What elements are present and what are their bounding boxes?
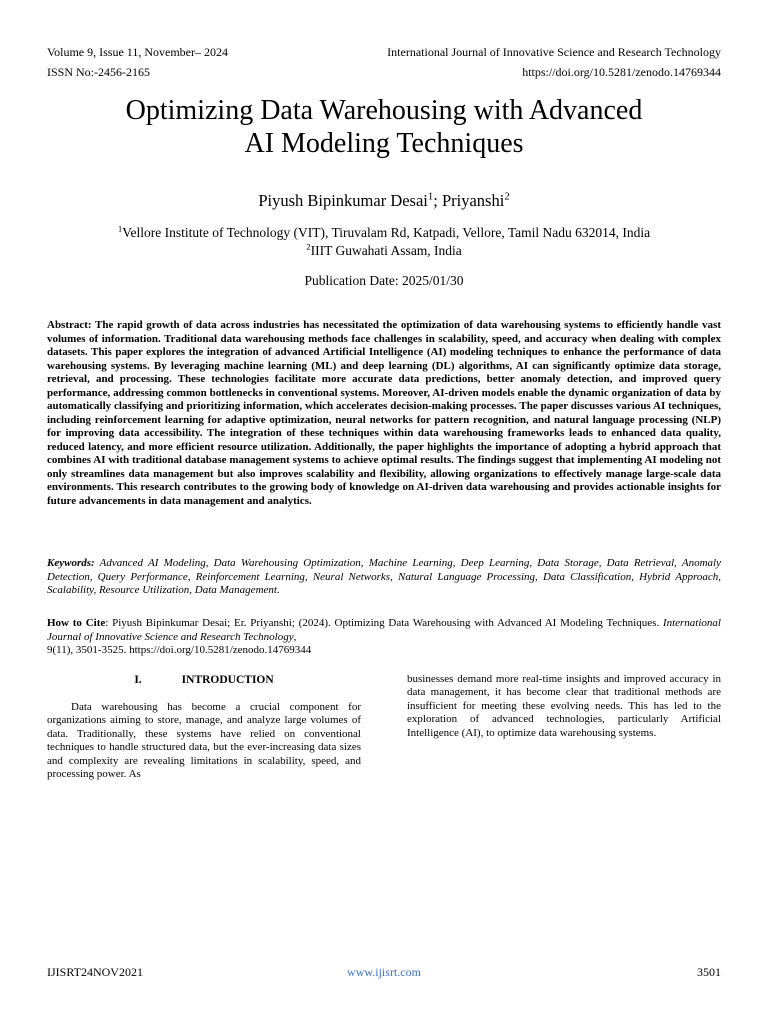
keywords-label: Keywords: <box>47 557 95 569</box>
how-to-cite-label: How to Cite <box>47 617 106 629</box>
running-header-bottom <box>47 65 721 79</box>
author-affiliation-mark: 2 <box>504 190 510 203</box>
footer-website-link[interactable]: www.ijisrt.com <box>347 965 421 979</box>
volume-info: Volume 9, Issue 11, November– 2024 <box>47 45 228 59</box>
title-line-2: AI Modeling Techniques <box>244 128 524 159</box>
keywords <box>47 557 721 598</box>
paper-title <box>40 94 728 160</box>
affiliation-2 <box>40 243 728 259</box>
citation-comma: , <box>293 630 297 643</box>
affiliation-text: Vellore Institute of Technology (VIT), Tiruvalam Rd, Katpadi, Vellore, Tamil Nadu 632014, India <box>122 225 651 240</box>
section-heading <box>47 673 361 687</box>
page-number: 3501 <box>697 965 721 979</box>
title-line-1: Optimizing Data Warehousing with Advanced <box>125 95 643 126</box>
section-title: INTRODUCTION <box>181 674 274 686</box>
affiliation-text: IIIT Guwahati Assam, India <box>310 243 462 258</box>
footer-code: IJISRT24NOV2021 <box>47 965 143 979</box>
citation-journal: International Journal of Innovative Science and Research Technology <box>47 617 721 643</box>
section-number: I. <box>134 674 142 686</box>
citation-tail[interactable]: 9(11), 3501-3525. https://doi.org/10.5281/zenodo.14769344 <box>47 644 312 656</box>
running-header-top <box>47 45 721 59</box>
citation-text: : Piyush Bipinkumar Desai; Er. Priyanshi; (2024). Optimizing Data Warehousing with Advanced AI Modeling Techniques. <box>105 617 663 629</box>
author-separator: ; <box>433 191 442 210</box>
author-name: Priyanshi <box>441 191 505 210</box>
author-list <box>40 191 728 211</box>
body-column-right: businesses demand more real-time insights and improved accuracy in data management, it has become clear that traditional methods are insufficient for meeting these evolving needs. This has led to the exploration of advanced technologies, particularly Artificial Intelligence (AI), to optimize data warehousing systems. <box>407 673 721 739</box>
doi-link[interactable]: https://doi.org/10.5281/zenodo.14769344 <box>522 65 721 79</box>
publication-date: Publication Date: 2025/01/30 <box>304 273 464 288</box>
affiliation-mark: 2 <box>306 241 311 252</box>
author-name: Piyush Bipinkumar Desai <box>258 191 428 210</box>
abstract: Abstract: The rapid growth of data across industries has necessitated the optimization of data warehousing systems to efficiently handle vast volumes of information. Traditional data warehousing methods face challenges in scalability, speed, and accuracy when dealing with complex datasets. This paper explores the integration of advanced Artificial Intelligence (AI) modeling techniques to enhance the performance of data warehousing systems. By leveraging machine learning (ML) and deep learning (DL) algorithms, AI can significantly optimize data storage, retrieval, and processing. These technologies facilitate more accurate data predictions, better anomaly detection, and improved query performance, addressing common bottlenecks in conventional systems. Moreover, AI-driven models enable the dynamic organization of data by automatically classifying and prioritizing information, which accelerates decision-making processes. The paper discusses various AI techniques, including reinforcement learning for adaptive optimization, neural networks for pattern recognition, and natural language processing (NLP) for improving data accessibility. The integration of these techniques within data warehousing frameworks leads to enhanced data quality, reduced latency, and more efficient resource utilization. Additionally, the paper highlights the importance of adopting a hybrid approach that combines AI with traditional database management systems to achieve optimal results. The findings suggest that implementing AI modeling not only streamlines data management but also improves scalability and flexibility, allowing organizations to effectively manage large-scale data environments. This research contributes to the growing body of knowledge on AI-driven data warehousing and provides actionable insights for future advancements in data management and analytics. <box>47 319 721 507</box>
how-to-cite <box>47 617 721 658</box>
body-column-left: Data warehousing has become a crucial component for organizations aiming to store, manage, and analyze large volumes of data. Traditionally, these systems have relied on conventional techniques to handle structured data, but the ever-increasing data sizes and complexity are revealing limitations in scalability, speed, and processing power. As <box>47 701 361 781</box>
affiliation-1 <box>40 225 728 241</box>
author-affiliation-mark: 1 <box>427 190 434 203</box>
keywords-text: Advanced AI Modeling, Data Warehousing Optimization, Machine Learning, Deep Learning, Data Storage, Data Retrieval, Anomaly Detection, Query Performance, Reinforcement Learning, Neural Networks, Natural Language Processing, Data Classification, Hybrid Approach, Scalability, Resource Utilization, Data Management. <box>47 557 721 596</box>
affiliation-mark: 1 <box>117 223 123 234</box>
issn: ISSN No:-2456-2165 <box>47 65 151 79</box>
journal-name: International Journal of Innovative Science and Research Technology <box>387 45 721 59</box>
